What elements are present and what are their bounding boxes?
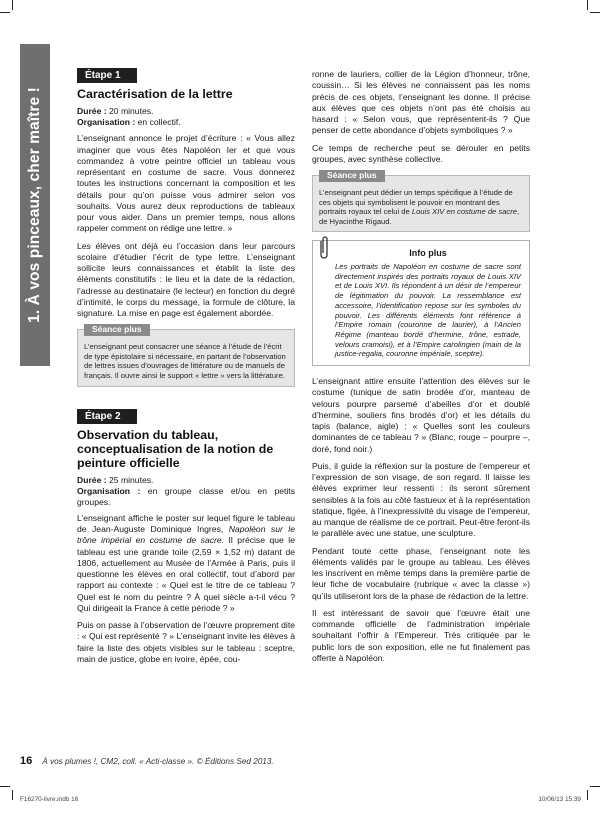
right-paragraph-3: L’enseignant attire ensuite l’attention des élèves sur le costume (tunique de satin brodée d’or, manteau de velours pourpre parsemé d’abeilles d’or et doublé d’hermine, souliers fins brodés d’or) et les détails du tapis (balance, aigle) : « Quelles sont les couleurs dominantes de ce tableau ? » (Blanc, rouge – pourpre –, doré, fond noir.) [312,376,530,454]
etape2-duree: 25 minutes. [106,474,154,485]
info-plus-box [312,240,530,366]
right-column [312,69,530,670]
chapter-title: 1. À vos pinceaux, cher maître ! [26,87,43,323]
etape1-meta [77,106,295,128]
etape2-tag: Étape 2 [77,409,137,424]
etape2-org-label: Organisation : [77,485,141,496]
etape2-title: Observation du tableau, conceptualisation de la notion de peinture officielle [77,427,274,470]
etape2-duree-label: Durée : [77,474,107,485]
right-paragraph-2: Ce temps de recherche peut se dérouler en petits groupes, avec synthèse collective. [312,142,530,164]
info-plus-title: Info plus [409,248,447,259]
left-column [77,68,295,671]
etape1-duree: 20 minutes. [106,106,154,117]
page-number: 16 [20,755,33,767]
crop-mark [0,12,10,13]
etape2-org: en groupe classe et/ou en petits groupes. [77,485,295,507]
etape1-duree-label: Durée : [77,106,107,117]
painting-title: Napoléon sur le trône impérial en costume de sacre [77,524,295,546]
right-paragraph-5: Pendant toute cette phase, l’enseignant note les éléments validés par le groupe au tableau. Les élèves les inscrivent en même temps dans la première partie de leur fiche de vocabulaire (rubrique « avec la classe ») qu’ils utiliseront lors de la phase de rédaction de la lettre. [312,545,530,601]
right-paragraph-4: Puis, il guide la réflexion sur la posture de l’empereur et l’expression de son visage, de son regard. Il laisse les élèves exprimer leur ressenti : ils seront sûrement sensibles à la fois au côté fastueux et à la représentation statique, figée, à l’inexpressivité du visage de l’empereur, au manque de réalisme de ce portrait. Peut-être feront-ils le parallèle avec une statue, une sculpture. [312,460,530,539]
seance-plus-text-2b: , de Hyacinthe Rigaud. [319,207,520,226]
paperclip-icon [317,235,331,261]
crop-mark [587,0,588,10]
crop-mark [0,786,10,787]
footer-credit: À vos plumes !, CM2, coll. « Acti-classe ». © Éditions Sed 2013. [42,757,274,766]
print-date-info: 10/06/13 15:39 [538,796,581,803]
etape2-p1-start: L’enseignant affiche le poster sur lequel figure le tableau de Jean-Auguste Dominique Ingres, [77,512,295,535]
seance-plus-box-2 [312,170,530,232]
seance-plus-tab-1: Séance plus [84,324,150,336]
crop-mark [12,790,13,800]
etape1-tag: Étape 1 [77,68,137,83]
crop-mark [12,0,13,10]
etape2-paragraph-2: Puis on passe à l’observation de l’œuvre proprement dite : « Qui est représenté ? » L’enseignant invite les élèves à faire la liste des objets visibles sur le tableau : sceptre, main de justice, globe en ivoire, épée, cou- [77,620,295,664]
print-file-info: F16270-livre.indb 16 [20,796,79,803]
etape1-paragraph-1: L’enseignant annonce le projet d’écriture : « Vous allez imaginer que vous êtes Napoléon Ier et que vous commandez à votre peintre officiel un tableau vous représentant en costume de sacre. Vous donnerez toutes les instructions concernant la composition et les détails pour qu’on puisse vous admirer selon vos souhaits. Vous aurez deux reproductions de tableaux pour vous aider. Dans un premier temps, nous allons rappeler comment on rédige une lettre. » [77,133,295,234]
seance-plus-text-2-italic: Louis XIV en costume de sacre [411,207,517,217]
seance-plus-tab-2: Séance plus [319,170,385,182]
right-paragraph-6: Il est intéressant de savoir que l’œuvre était une commande officielle de l’administration impériale souhaitant l’offrir à l’Empereur. Très critiquée par le public lors de son exposition, elle ne fut finalement pas offerte à Napoléon. [312,607,530,663]
crop-mark [587,790,588,800]
etape1-title: Caractérisation de la lettre [77,87,233,102]
page-footer [20,755,274,767]
etape2-p1-end: . Il précise que le tableau est une grande toile (2,59 × 1,52 m) datant de 1806, actuellement au Musée de l’Armée à Paris, puis il questionne les élèves en oral collectif, tout d’abord par rapport au contexte : « Quel est le titre de ce tableau ? Quel est le nom du peintre ? À quel siècle a-t-il vécu ? Qui dirigeait la France à cette période ? » [77,535,295,613]
etape1-org-label: Organisation : [77,117,136,128]
right-paragraph-1: ronne de lauriers, collier de la Légion d’honneur, trône, coussin… Si les élèves ne connaissent pas les noms précis de ces objets, l’enseignant les donne. Il précise aux élèves que ces objets n’ont pas été choisis au hasard : « Selon vous, que représentent-ils ? Que penser de cette abondance d’objets symboliques ? » [312,69,530,136]
etape2-meta [77,475,295,508]
etape2-paragraph-1 [77,513,295,614]
crop-mark [590,786,600,787]
etape1-org: en collectif. [135,117,181,128]
seance-plus-box-1 [77,324,295,386]
info-plus-text: Les portraits de Napoléon en costume de sacre sont directement inspirés des portraits royaux de Louis XIV et de Louis XVI. Ils répondent à un désir de l’empereur de légitimation du pouvoir. La ressemblance est accessoire, l’identification repose sur les symboles du pouvoir. Les différents éléments font référence à l’Empire romain (couronne de laurier), à l’Ancien Régime (manteau bordé d’hermine, trône, estrade, velours cramoisi), et à l’Empire carolingien (main de la justice-regalia, couronne impériale, sceptre). [335,262,521,359]
seance-plus-text-2a: L’enseignant peut dédier un temps spécifique à l’étude de ces objets qui symbolisent le pouvoir en montrant des portraits royaux tel celui de [319,188,513,217]
chapter-sidebar [20,44,50,366]
crop-mark [590,12,600,13]
seance-plus-text-1: L’enseignant peut consacrer une séance à l’étude de l’écrit de type épistolaire si nécessaire, en partant de l’observation de lettres issues d’ouvrages de littérature ou de manuels de français. Il ouvre ainsi le support « lettre » vers la littérature. [84,342,286,381]
etape1-paragraph-2: Les élèves ont déjà eu l’occasion dans leur parcours scolaire d’étudier l’écrit de type lettre. L’enseignant sollicite leurs connaissances et établit la liste des éléments constitutifs : le lieu et la date de la rédaction, l’adresse au destinataire (le lecteur) en fonction du degré d’intimité, le corps du message, la formule de clôture, la signature. La mise en page est également abordée. [77,240,295,318]
